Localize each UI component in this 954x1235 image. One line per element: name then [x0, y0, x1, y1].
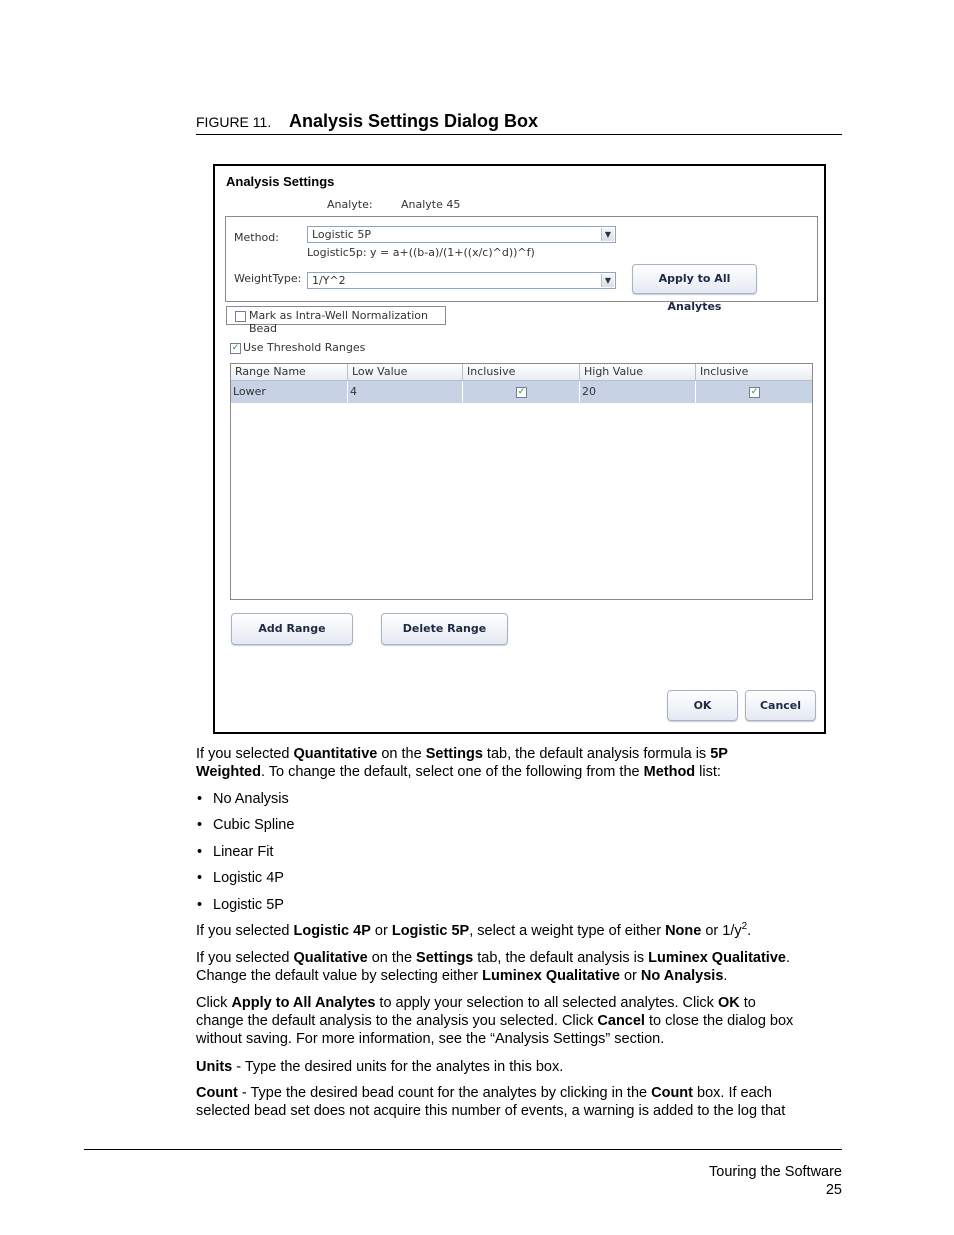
delete-range-button[interactable]: Delete Range [381, 613, 508, 645]
list-item: • Linear Fit [197, 844, 274, 860]
cell-high-value[interactable]: 20 [580, 381, 696, 403]
low-inclusive-checkbox[interactable]: ✓ [517, 387, 526, 397]
ok-button[interactable]: OK [667, 690, 738, 721]
list-item: • Logistic 4P [197, 870, 284, 886]
figure-caption [196, 110, 842, 135]
threshold-ranges-table [230, 363, 813, 600]
paragraph-qualitative: If you selected Qualitative on the Settings tab, the default analysis is Luminex Qualitative. Change the default value by selecting either Luminex Qualitative or No Analysis. [196, 950, 790, 984]
paragraph-count: Count - Type the desired bead count for the analytes by clicking in the Count box. If each selected bead set does not acquire this number of events, a warning is added to the log that [196, 1085, 786, 1119]
analyte-value: Analyte 45 [401, 198, 461, 211]
high-inclusive-checkbox[interactable]: ✓ [750, 387, 759, 397]
normalization-bead-group [226, 306, 446, 335]
paragraph-quantitative: If you selected Quantitative on the Settings tab, the default analysis formula is 5P Weighted. To change the default, select one of the following from the Method list: [196, 746, 728, 780]
normalization-bead-checkbox[interactable] [235, 311, 246, 322]
weight-type-select-value: 1/Y^2 [312, 274, 346, 287]
figure-number: FIGURE 11. [196, 114, 272, 130]
cell-range-name[interactable]: Lower [231, 381, 348, 403]
apply-to-all-analytes-button[interactable]: Apply to All Analytes [632, 264, 757, 294]
footer-divider [84, 1149, 842, 1150]
dialog-title: Analysis Settings [226, 174, 335, 189]
column-header-range-name[interactable]: Range Name [231, 364, 348, 381]
cancel-button[interactable]: Cancel [745, 690, 816, 721]
list-item: • Logistic 5P [197, 897, 284, 913]
threshold-ranges-checkbox[interactable]: ✓ [231, 343, 240, 353]
paragraph-units: Units - Type the desired units for the analytes in this box. [196, 1059, 564, 1075]
list-item: • No Analysis [197, 791, 289, 807]
paragraph-apply: Click Apply to All Analytes to apply your selection to all selected analytes. Click OK to change the default analysis to the analysis you selected. Click Cancel to close the dialog box without saving. For more information, see the “Analysis Settings” section. [196, 995, 794, 1047]
column-header-high-inclusive[interactable]: Inclusive [696, 364, 812, 381]
column-header-high-value[interactable]: High Value [580, 364, 696, 381]
figure-title: Analysis Settings Dialog Box [289, 111, 539, 131]
page-number: 25 [825, 1182, 842, 1198]
footer-section-title: Touring the Software [709, 1164, 842, 1180]
column-header-low-inclusive[interactable]: Inclusive [463, 364, 580, 381]
chevron-down-icon[interactable]: ▼ [601, 228, 614, 241]
normalization-bead-label: Mark as Intra-Well Normalization Bead [249, 309, 428, 335]
method-group [225, 216, 818, 313]
analyte-label: Analyte: [327, 198, 373, 211]
analysis-settings-dialog [213, 164, 826, 734]
method-select[interactable] [307, 226, 616, 243]
cell-high-inclusive[interactable] [696, 381, 812, 403]
list-item: • Cubic Spline [197, 817, 295, 833]
chevron-down-icon[interactable]: ▼ [601, 274, 614, 287]
cell-low-value[interactable]: 4 [348, 381, 463, 403]
add-range-button[interactable]: Add Range [231, 613, 353, 645]
method-formula: Logistic5p: y = a+((b-a)/(1+((x/c)^d))^f) [307, 246, 535, 259]
weight-type-label: WeightType: [234, 272, 302, 285]
cell-low-inclusive[interactable] [463, 381, 580, 403]
method-label: Method: [234, 231, 279, 244]
column-header-low-value[interactable]: Low Value [348, 364, 463, 381]
threshold-ranges-label: Use Threshold Ranges [243, 341, 366, 354]
method-select-value: Logistic 5P [312, 228, 371, 241]
paragraph-logistic: If you selected Logistic 4P or Logistic 5P, select a weight type of either None or $1/y^2$. [196, 921, 752, 939]
weight-type-select[interactable] [307, 272, 616, 289]
